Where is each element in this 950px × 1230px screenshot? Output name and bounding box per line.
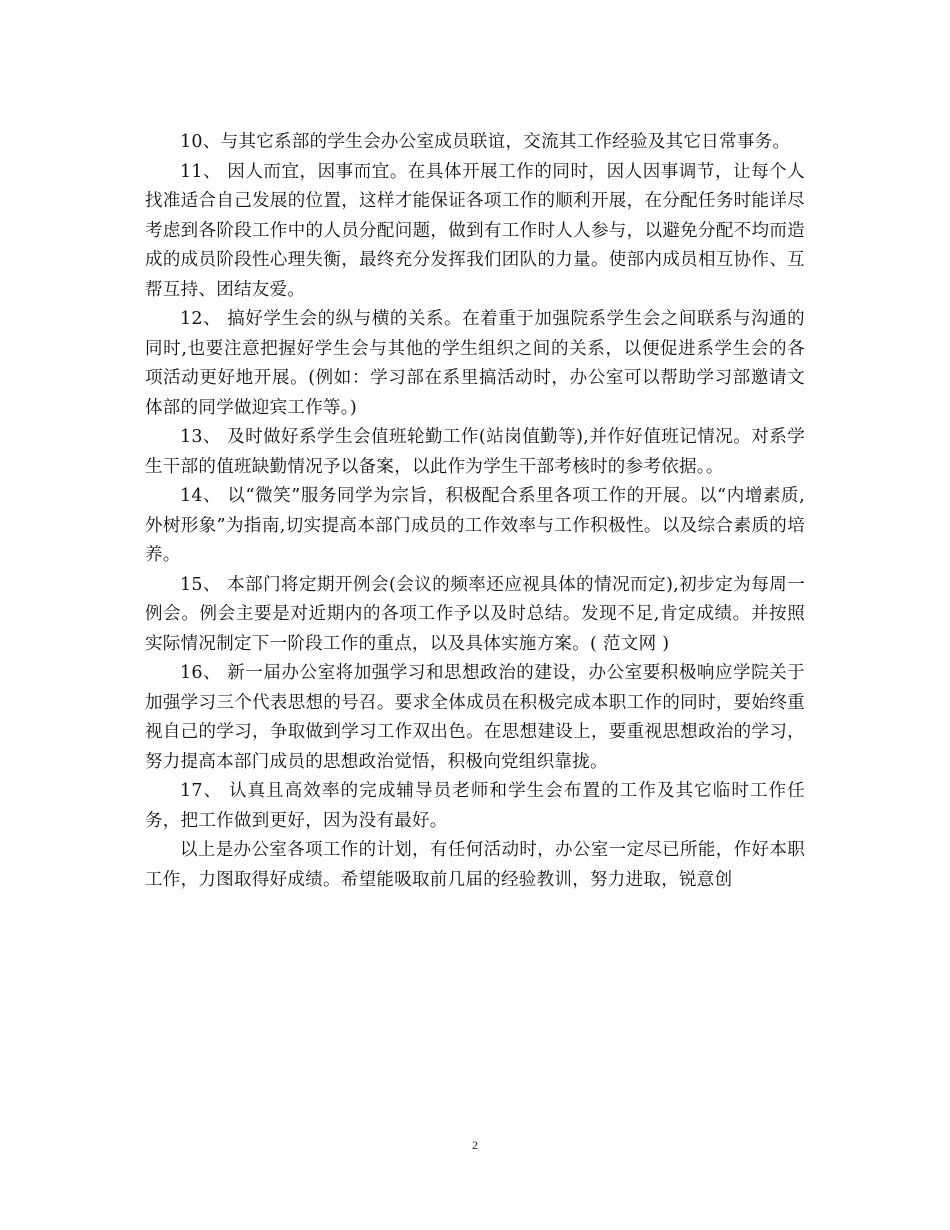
paragraph-item-17: 17、 认真且高效率的完成辅导员老师和学生会布置的工作及其它临时工作任务，把工作做到更好，因为没有最好。	[145, 781, 805, 831]
paragraph-conclusion: 以上是办公室各项工作的计划，有任何活动时，办公室一定尽已所能，作好本职工作，力图取得好成绩。希望能吸取前几届的经验教训，努力进取，锐意创	[145, 840, 805, 890]
paragraph-item-13: 13、 及时做好系学生会值班轮勤工作(站岗值勤等),并作好值班记情况。对系学生干部的值班缺勤情况予以备案，以此作为学生干部考核时的参考依据。。	[145, 427, 805, 477]
page-number: 2	[472, 1138, 478, 1152]
paragraph-item-16: 16、 新一届办公室将加强学习和思想政治的建设，办公室要积极响应学院关于加强学习三个代表思想的号召。要求全体成员在积极完成本职工作的同时，要始终重视自己的学习，争取做到学习工作双出色。在思想建设上，要重视思想政治的学习，努力提高本部门成员的思想政治觉悟，积极向党组织靠拢。	[145, 663, 805, 772]
paragraph-item-15: 15、 本部门将定期开例会(会议的频率还应视具体的情况而定),初步定为每周一例会。例会主要是对近期内的各项工作予以及时总结。发现不足,肯定成绩。并按照实际情况制定下一阶段工作的重点，以及具体实施方案。( 范文网 )	[145, 574, 805, 654]
document-body	[145, 128, 805, 895]
paragraph-item-12: 12、 搞好学生会的纵与横的关系。在着重于加强院系学生会之间联系与沟通的同时,也要注意把握好学生会与其他的学生组织之间的关系，以便促进系学生会的各项活动更好地开展。(例如：学习部在系里搞活动时，办公室可以帮助学习部邀请文体部的同学做迎宾工作等。)	[145, 309, 805, 418]
paragraph-item-10: 10、与其它系部的学生会办公室成员联谊，交流其工作经验及其它日常事务。	[180, 132, 791, 152]
paragraph-item-11: 11、 因人而宜，因事而宜。在具体开展工作的同时，因人因事调节，让每个人找准适合自己发展的位置，这样才能保证各项工作的顺利开展，在分配任务时能详尽考虑到各阶段工作中的人员分配问题，做到有工作时人人参与，以避免分配不均而造成的成员阶段性心理失衡，最终充分发挥我们团队的力量。使部内成员相互协作、互帮互持、团结友爱。	[145, 161, 805, 300]
paragraph-item-14: 14、 以“微笑”服务同学为宗旨，积极配合系里各项工作的开展。以“内增素质,外树形象”为指南,切实提高本部门成员的工作效率与工作积极性。以及综合素质的培养。	[145, 486, 805, 565]
